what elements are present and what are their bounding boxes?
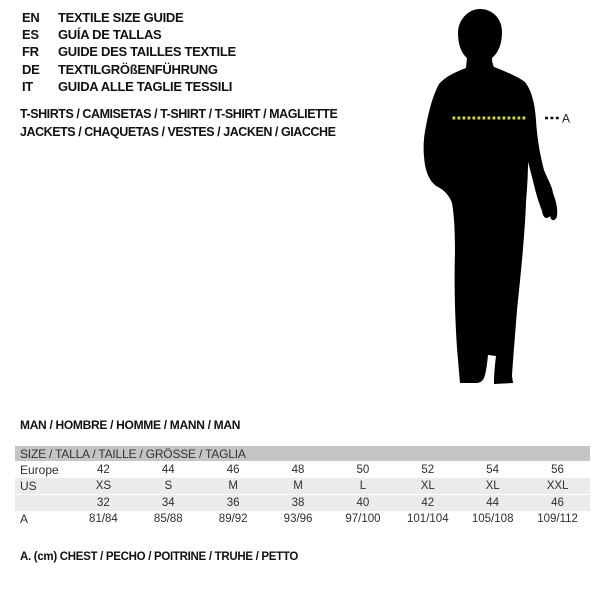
size-cell: 56	[551, 464, 564, 476]
size-cell: 85/88	[153, 513, 183, 525]
language-row-fr	[22, 43, 236, 60]
language-row-en	[22, 9, 236, 26]
size-cell: 97/100	[345, 513, 381, 525]
row-label: Europe	[20, 463, 59, 477]
language-code: EN	[22, 10, 40, 26]
language-row-de	[22, 61, 236, 78]
size-cell: 32	[97, 497, 110, 509]
size-cell: 48	[291, 464, 305, 476]
size-cell: 46	[551, 497, 564, 509]
size-cell: 50	[356, 464, 370, 476]
size-cell: 44	[486, 497, 500, 509]
table-row-us	[15, 478, 590, 494]
size-cell: 109/112	[537, 513, 578, 525]
measurement-footnote: A. (cm) CHEST / PECHO / POITRINE / TRUHE / PETTO	[20, 551, 299, 563]
table-row-chest-a	[15, 511, 590, 527]
size-cell: 38	[291, 497, 305, 509]
man-silhouette-shape	[424, 9, 558, 384]
size-cell: L	[359, 480, 367, 492]
language-code: ES	[22, 27, 39, 43]
size-cell: 105/108	[471, 513, 514, 525]
language-row-it	[22, 78, 236, 95]
size-cell: 54	[486, 464, 500, 476]
language-label: TEXTILGRÖßENFÜHRUNG	[58, 61, 218, 77]
size-cell: XXL	[546, 480, 569, 492]
language-list	[22, 9, 236, 95]
size-cell: 44	[161, 464, 175, 476]
size-cell: 36	[226, 497, 240, 509]
size-cell: XS	[95, 480, 112, 492]
section-title-man: MAN / HOMBRE / HOMME / MANN / MAN	[20, 418, 241, 432]
language-label: GUÍA DE TALLAS	[58, 27, 162, 43]
size-table	[15, 446, 590, 527]
size-cell: 34	[161, 497, 175, 509]
language-label: GUIDA ALLE TAGLIE TESSILI	[58, 78, 233, 94]
man-silhouette-figure	[400, 0, 575, 400]
size-cell: XL	[420, 480, 435, 492]
language-label: TEXTILE SIZE GUIDE	[58, 10, 184, 26]
language-label: GUIDE DES TAILLES TEXTILE	[58, 44, 236, 60]
table-row-europe	[15, 462, 590, 478]
chest-measure-label: A	[562, 111, 571, 126]
row-label: US	[20, 479, 37, 493]
size-cell: 42	[421, 497, 435, 509]
size-cell: S	[164, 480, 173, 492]
size-cell: 93/96	[283, 513, 313, 525]
size-cell: 42	[97, 464, 110, 476]
language-code: DE	[22, 61, 40, 77]
size-cell: M	[293, 480, 303, 492]
table-row-us-numeric	[15, 494, 590, 511]
garment-line-tshirts: T-SHIRTS / CAMISETAS / T-SHIRT / T-SHIRT / MAGLIETTE	[20, 107, 338, 121]
size-cell: 81/84	[89, 513, 118, 525]
size-cell: 46	[226, 464, 240, 476]
table-header: SIZE / TALLA / TAILLE / GRÖSSE / TAGLIA	[15, 446, 590, 461]
size-cell: 40	[356, 497, 370, 509]
row-label: A	[20, 512, 29, 526]
garment-types	[20, 106, 337, 141]
size-cell: 52	[421, 464, 435, 476]
size-cell: 101/104	[407, 513, 449, 525]
size-cell: 89/92	[218, 513, 248, 525]
language-code: FR	[22, 44, 39, 60]
language-code: IT	[22, 78, 33, 94]
size-cell: XL	[485, 480, 500, 492]
language-row-es	[22, 26, 236, 43]
garment-line-jackets: JACKETS / CHAQUETAS / VESTES / JACKEN / GIACCHE	[20, 124, 336, 139]
size-cell: M	[228, 480, 238, 492]
